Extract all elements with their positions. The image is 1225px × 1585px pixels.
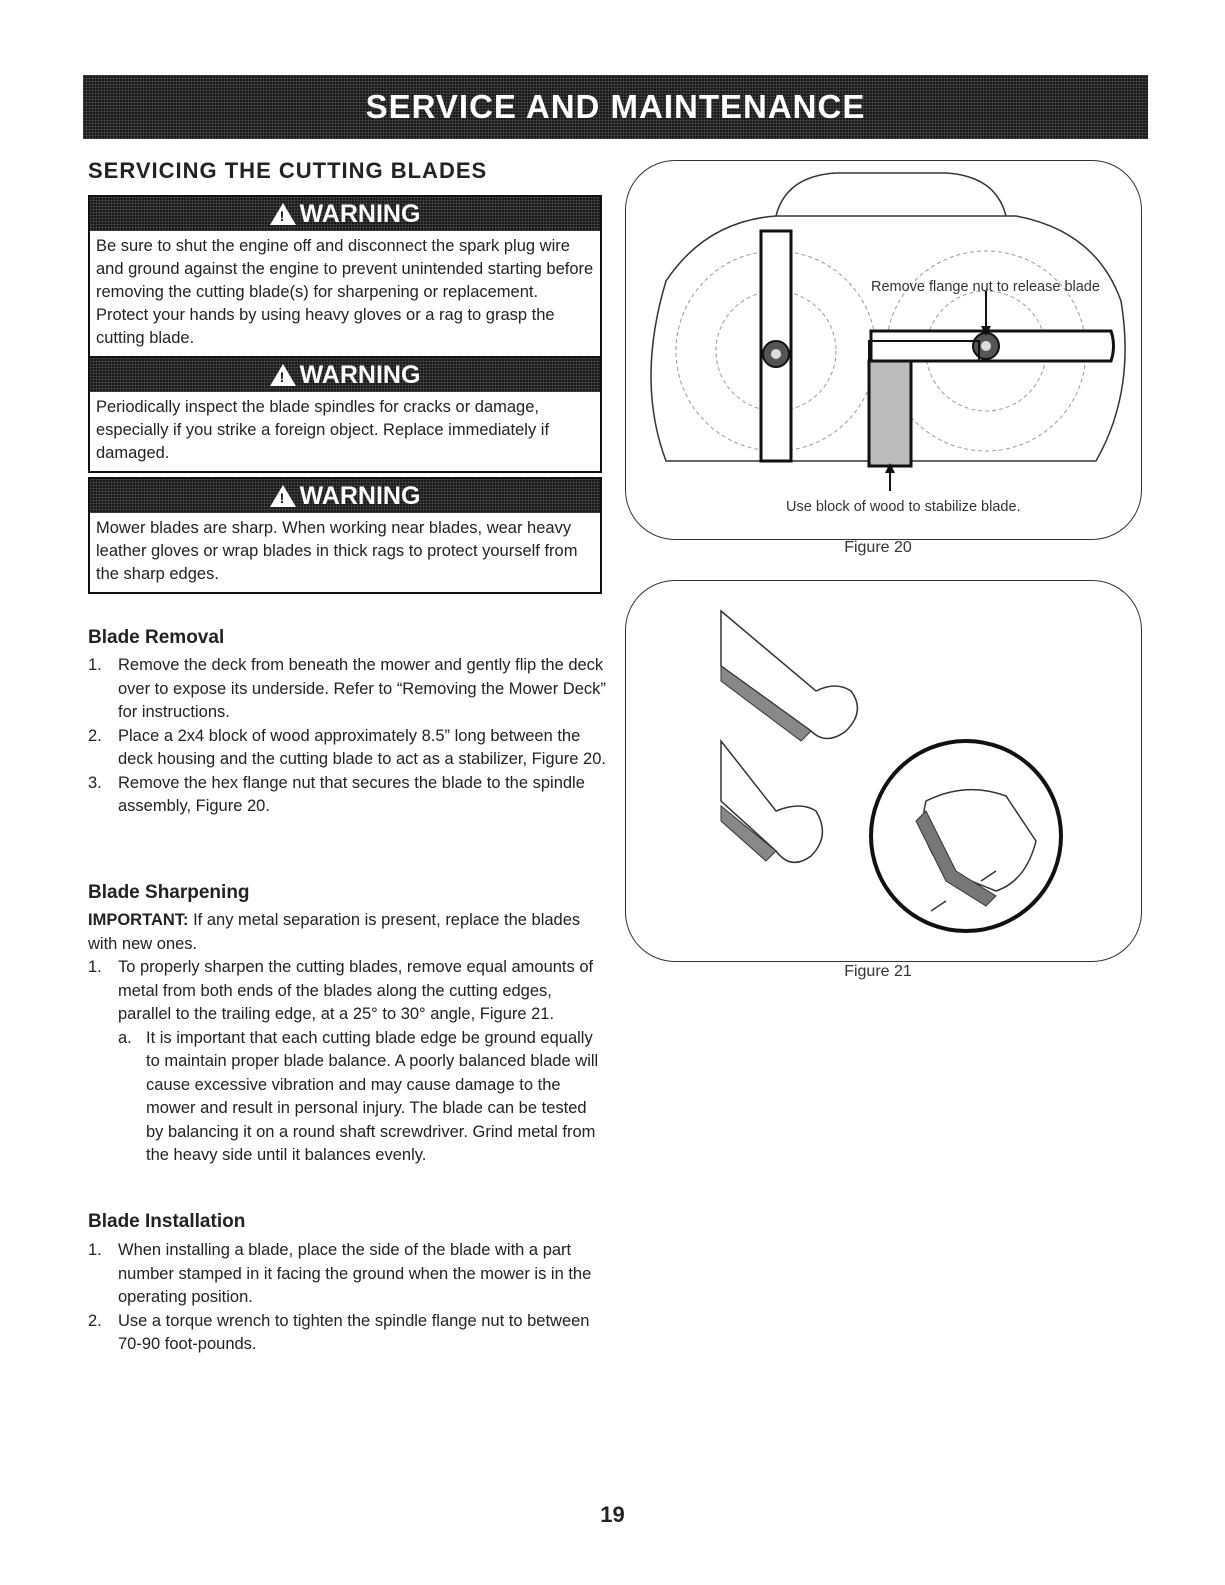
warning-label: WARNING: [299, 199, 421, 228]
blade-installation-steps: [88, 1239, 608, 1357]
important-note: IMPORTANT: If any metal separation is present, replace the blades with new ones.: [88, 911, 581, 953]
mower-deck-illustration: [626, 161, 1141, 539]
warning-triangle-icon: !: [270, 364, 296, 386]
figure-20-caption: Figure 20: [844, 539, 912, 556]
page-number: 19: [600, 1502, 625, 1527]
warning-label: WARNING: [299, 360, 421, 389]
figure-20-frame: [625, 160, 1142, 540]
blade-removal-steps: [88, 654, 608, 819]
figure-20-label-top: Remove flange nut to release blade: [871, 279, 1100, 295]
warning-header: [90, 479, 600, 513]
section-title: SERVICING THE CUTTING BLADES: [88, 158, 488, 183]
warning-box-2: [88, 356, 602, 473]
section-banner: [83, 75, 1148, 139]
banner-title: SERVICE AND MAINTENANCE: [365, 88, 866, 125]
blade-sharpening-illustration: [626, 581, 1141, 961]
warning-label: WARNING: [299, 481, 421, 510]
blade-installation-heading: Blade Installation: [88, 1211, 246, 1232]
figure-21-caption: Figure 21: [844, 963, 912, 980]
list-item: 1. When installing a blade, place the side of the blade with a part number stamped in it facing the ground when the mower is in the operating position.: [88, 1241, 592, 1306]
warning-text: Mower blades are sharp. When working near blades, wear heavy leather gloves or wrap blades in thick rags to protect yourself from the sharp edges.: [96, 519, 578, 583]
blade-sharpening-heading: Blade Sharpening: [88, 882, 250, 903]
list-item: 3. Remove the hex flange nut that secures the blade to the spindle assembly, Figure 20.: [88, 773, 585, 815]
figure-20-label-bottom: Use block of wood to stabilize blade.: [786, 499, 1021, 515]
warning-triangle-icon: !: [270, 485, 296, 507]
list-item: 2. Use a torque wrench to tighten the spindle flange nut to between 70-90 foot-pounds.: [88, 1311, 590, 1353]
figure-21-frame: [625, 580, 1142, 962]
warning-triangle-icon: !: [270, 203, 296, 225]
list-item: 1. To properly sharpen the cutting blades, remove equal amounts of metal from both ends of the blades along the cutting edges, parallel to the trailing edge, at a 25° to 30° angle, Figure 21.: [88, 958, 594, 1023]
list-subitem: a. It is important that each cutting blade edge be ground equally to maintain proper blade balance. A poorly balanced blade will cause excessive vibration and may cause damage to the mower and result in personal injury. The blade can be tested by balancing it on a round shaft screwdriver. Grind metal from the heavy side until it balances evenly.: [118, 1028, 599, 1164]
warning-box-3: [88, 477, 602, 594]
warning-box-1: [88, 195, 602, 358]
blade-removal-heading: Blade Removal: [88, 627, 225, 648]
warning-text: Be sure to shut the engine off and disconnect the spark plug wire and ground against the engine to prevent unintended starting before removing the cutting blade(s) for sharpening or replacement. Protect your hands by using heavy gloves or a rag to grasp the cutting blade.: [96, 237, 594, 347]
warning-text: Periodically inspect the blade spindles for cracks or damage, especially if you strike a foreign object. Replace immediately if damaged.: [96, 398, 550, 462]
blade-sharpening-content: [88, 909, 608, 1168]
warning-header: [90, 197, 600, 231]
list-item: 2. Place a 2x4 block of wood approximately 8.5” long between the deck housing and the cutting blade to act as a stabilizer, Figure 20.: [88, 726, 606, 768]
warning-header: [90, 358, 600, 392]
list-item: 1. Remove the deck from beneath the mower and gently flip the deck over to expose its underside. Refer to “Removing the Mower Deck” for instructions.: [88, 656, 606, 721]
